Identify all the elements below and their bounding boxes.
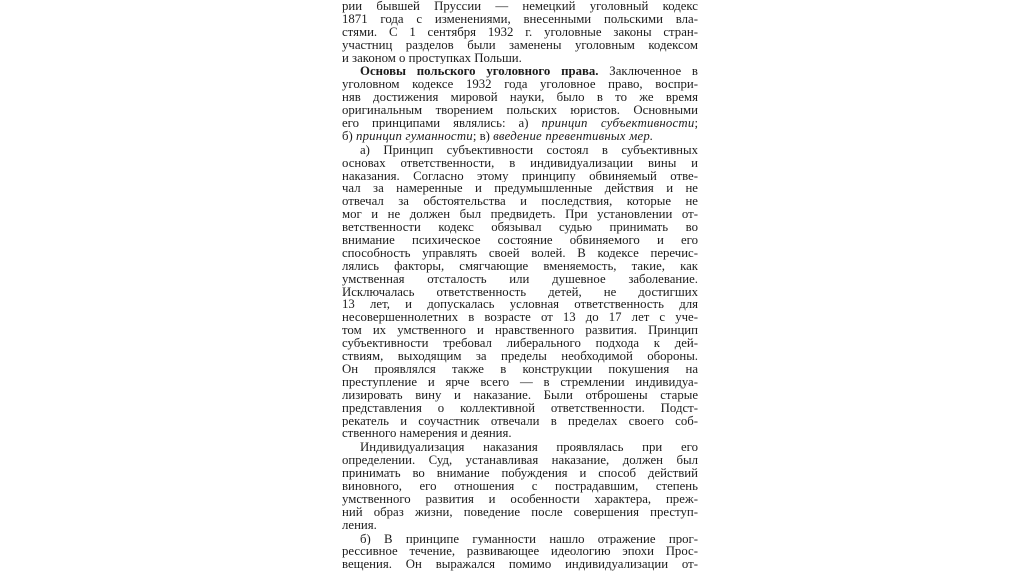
text-line: способность управлять своей волей. В кодексе перечис-: [342, 246, 698, 260]
text-line: оригинальным творением польских юристов. Основными: [342, 104, 698, 118]
text-line: представления о коллективной ответственности. Подст-: [342, 401, 698, 415]
text-line: преступление и ярче всего — в стремлении индивидуа-: [342, 375, 698, 389]
text-line: Он проявлялся также в конструкции покушения на: [342, 362, 698, 376]
text-line: участниц разделов были заменены уголовным кодексом: [342, 38, 698, 52]
text-segment: его принципами являлись: а): [342, 117, 542, 130]
text-line: рии бывшей Пруссии — немецкий уголовный кодекс: [342, 0, 698, 13]
text-line: стями. С 1 сентября 1932 г. уголовные законы стран-: [342, 25, 698, 39]
paragraph-prussia: [342, 0, 698, 64]
text-line: лялись факторы, смягчающие вменяемость, такие, как: [342, 259, 698, 273]
text-line: ний образ жизни, поведение после совершения преступ-: [342, 505, 698, 519]
text-line: умственного развития и особенности характера, преж-: [342, 492, 698, 506]
emphasis-text: введение превентивных мер.: [493, 129, 654, 143]
text-line: умственная отсталость или душевное заболевание.: [342, 272, 698, 286]
text-line: основах ответственности, в индивидуализации вины и: [342, 156, 698, 170]
text-line: Исключалась ответственность детей, не достигших: [342, 285, 698, 299]
text-line: ствиям, выходящим за пределы необходимой обороны.: [342, 350, 698, 363]
text-line: отвечал за обстоятельства и последствия, которые не: [342, 195, 698, 209]
text-line: несовершеннолетних в возрасте от 13 до 17 лет с уче-: [342, 311, 698, 325]
text-line: мог и не должен был предвидеть. При установлении от-: [342, 208, 698, 222]
text-line: рессивное течение, развивающее идеологию эпохи Прос-: [342, 545, 698, 559]
text-line: ветственности кодекс обязывал судью принимать во: [342, 221, 698, 235]
section-heading: Основы польского уголовного права.: [360, 65, 599, 79]
text-line: том их умственного и нравственного развития. Принцип: [342, 324, 698, 338]
text-line: определении. Суд, устанавливая наказание, должен был: [342, 454, 698, 468]
text-line: б) В принципе гуманности нашло отражение прог-: [360, 532, 698, 546]
text-line: [342, 130, 698, 143]
text-line: наказания. Согласно этому принципу обвиняемый отве-: [342, 169, 698, 183]
text-line: 1871 года с изменениями, внесенными польскими вла-: [342, 12, 698, 26]
paragraph-subjectivity: [342, 144, 698, 440]
text-segment: ;: [694, 117, 698, 130]
text-line: лизировать вину и наказание. Были отброшены старые: [342, 388, 698, 402]
text-line: чал за намеренные и предумышленные действия и не: [342, 182, 698, 196]
text-line: рекатель и соучастник отвечали в пределах своего соб-: [342, 414, 698, 428]
text-line: внимание психическое состояние обвиняемого и его: [342, 234, 698, 247]
paragraph-humanity: [342, 533, 698, 572]
text-line: [342, 117, 698, 130]
emphasis-text: принцип субъективности: [541, 117, 695, 130]
text-segment: ; в): [472, 129, 494, 143]
text-segment: б): [342, 129, 356, 143]
text-line: [342, 65, 698, 78]
text-line: принимать во внимание побуждения и способ действий: [342, 467, 698, 480]
paragraph-individualization: [342, 441, 698, 531]
text-line: а) Принцип субъективности состоял в субъективных: [360, 143, 698, 157]
text-line: 13 лет, и допускалась условная ответственность для: [342, 298, 698, 312]
text-line: вещения. Он выражался помимо индивидуализации от-: [342, 558, 698, 572]
text-line: няв достижения мировой науки, было в то же время: [342, 91, 698, 105]
text-line: и законом о проступках Польши.: [342, 51, 522, 65]
text-line: виновного, его отношения с пострадавшим, степень: [342, 479, 698, 493]
text-line: субъективности требовал либерального подхода к дей-: [342, 337, 698, 351]
text-segment: Заключенное в: [598, 65, 698, 79]
text-line: ственного намерения и деяния.: [342, 427, 512, 441]
paragraph-foundations: [342, 65, 698, 142]
text-line: ления.: [342, 518, 377, 532]
emphasis-text: принцип гуманности: [355, 129, 473, 143]
text-line: уголовном кодексе 1932 года уголовное право, воспри-: [342, 78, 698, 92]
document-page: [342, 0, 698, 572]
text-line: Индивидуализация наказания проявлялась при его: [360, 441, 698, 455]
